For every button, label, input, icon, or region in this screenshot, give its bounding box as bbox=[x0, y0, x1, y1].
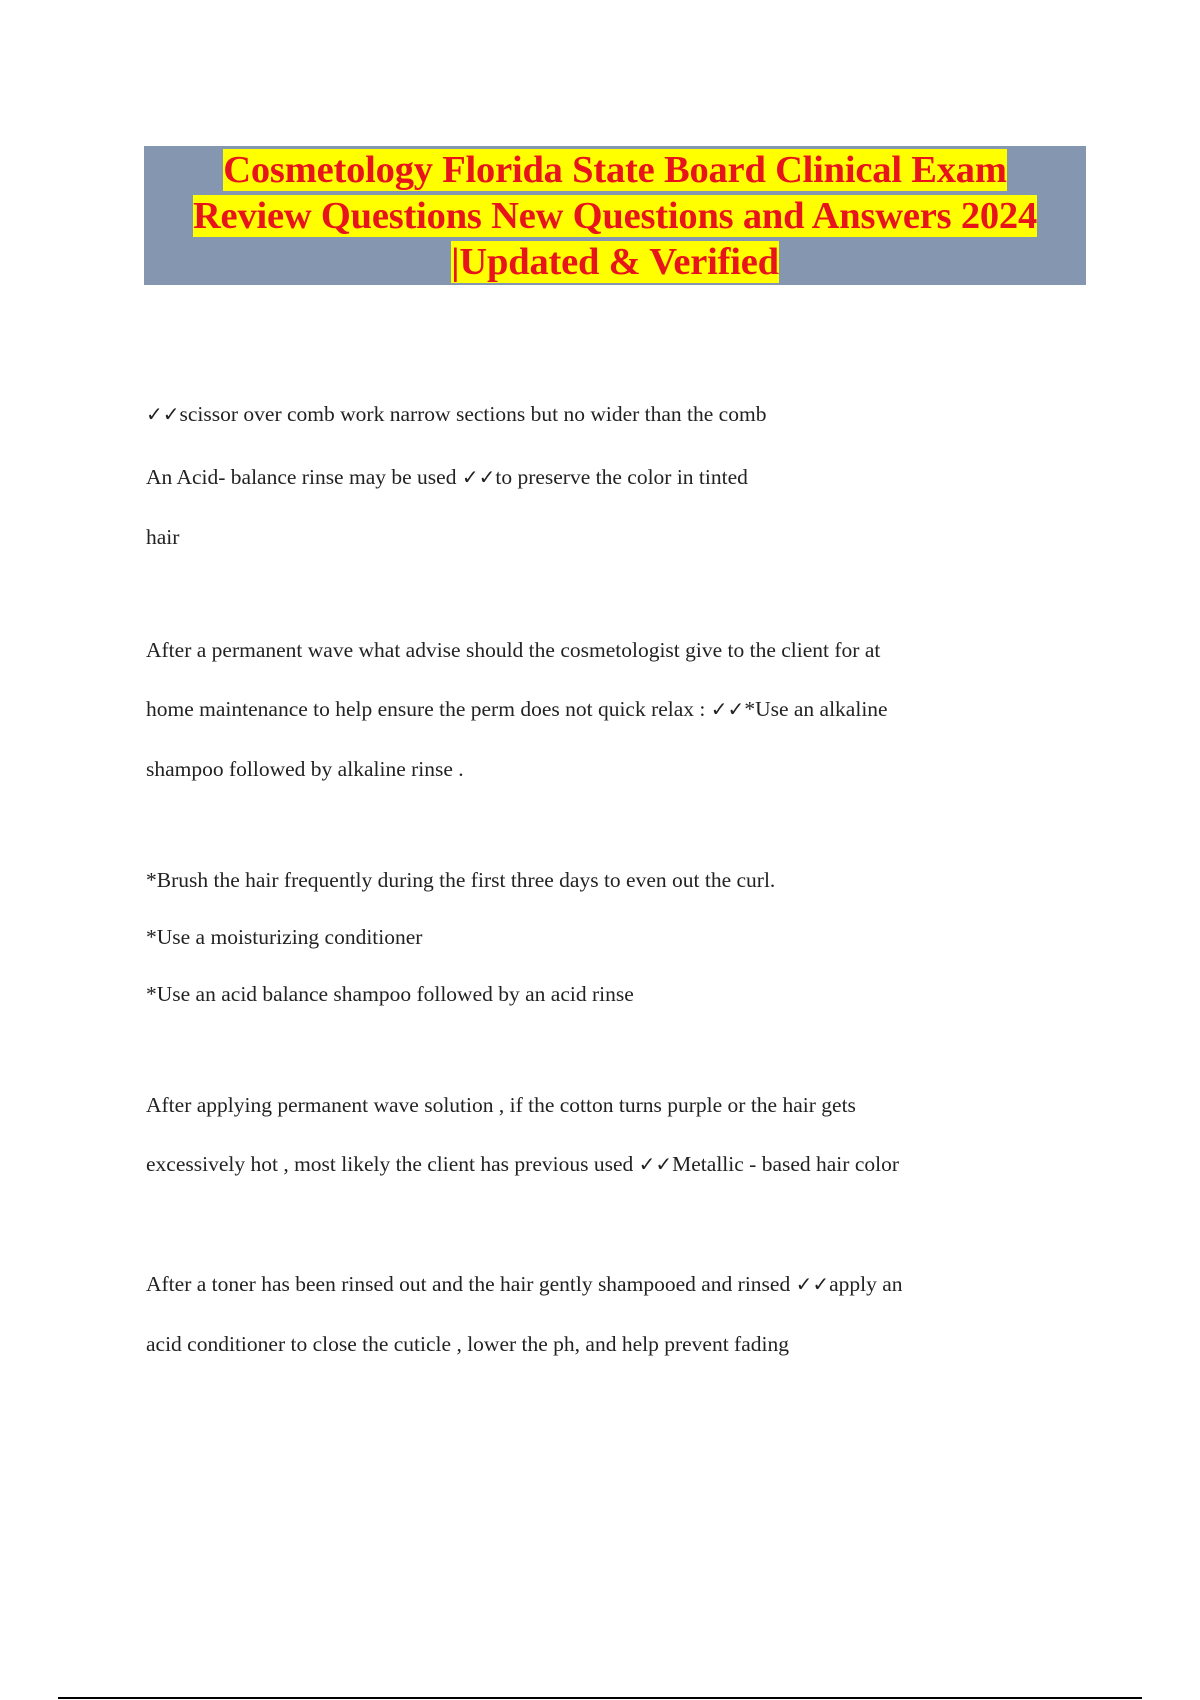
qa-line bbox=[146, 980, 634, 1008]
answer-text: *Use an acid balance shampoo followed by an acid rinse bbox=[146, 982, 634, 1006]
double-check-icon: ✓✓ bbox=[638, 1152, 673, 1176]
answer-text: scissor over comb work narrow sections but no wider than the comb bbox=[179, 402, 767, 426]
double-check-icon: ✓✓ bbox=[795, 1272, 830, 1296]
qa-line bbox=[146, 1150, 899, 1178]
answer-text: apply an bbox=[829, 1272, 903, 1296]
question-text: hair bbox=[146, 525, 180, 549]
qa-line bbox=[146, 523, 179, 551]
answer-text: *Use a moisturizing conditioner bbox=[146, 925, 423, 949]
qa-line bbox=[146, 1091, 856, 1119]
footer-divider bbox=[58, 1697, 1142, 1699]
qa-line bbox=[146, 1330, 789, 1358]
qa-line bbox=[146, 1270, 903, 1298]
qa-line bbox=[146, 636, 880, 664]
double-check-icon: ✓✓ bbox=[461, 465, 496, 489]
answer-text: *Use an alkaline bbox=[744, 697, 888, 721]
question-text: After applying permanent wave solution , if the cotton turns purple or the hair gets bbox=[146, 1093, 856, 1117]
qa-line bbox=[146, 866, 775, 894]
qa-line bbox=[146, 400, 766, 428]
qa-line bbox=[146, 463, 748, 491]
answer-text: *Brush the hair frequently during the first three days to even out the curl. bbox=[146, 868, 776, 892]
qa-line bbox=[146, 923, 422, 951]
question-text: home maintenance to help ensure the perm does not quick relax : bbox=[146, 697, 711, 721]
qa-line bbox=[146, 695, 888, 723]
question-text: An Acid- balance rinse may be used bbox=[146, 465, 462, 489]
answer-text: shampoo followed by alkaline rinse . bbox=[146, 757, 464, 781]
double-check-icon: ✓✓ bbox=[710, 697, 745, 721]
title-banner bbox=[144, 146, 1086, 285]
question-text: After a toner has been rinsed out and the hair gently shampooed and rinsed bbox=[146, 1272, 796, 1296]
answer-text: acid conditioner to close the cuticle , lower the ph, and help prevent fading bbox=[146, 1332, 789, 1356]
title-line-2: Review Questions New Questions and Answers 2024 bbox=[192, 194, 1038, 237]
title-line-1: Cosmetology Florida State Board Clinical Exam bbox=[223, 148, 1007, 191]
title-line-3: |Updated & Verified bbox=[451, 240, 779, 283]
answer-text: Metallic - based hair color bbox=[672, 1152, 899, 1176]
double-check-icon: ✓✓ bbox=[146, 402, 180, 426]
answer-text: to preserve the color in tinted bbox=[495, 465, 748, 489]
document-title bbox=[193, 147, 1037, 285]
question-text: excessively hot , most likely the client has previous used bbox=[146, 1152, 639, 1176]
question-text: After a permanent wave what advise should the cosmetologist give to the client for at bbox=[146, 638, 881, 662]
qa-line bbox=[146, 755, 464, 783]
